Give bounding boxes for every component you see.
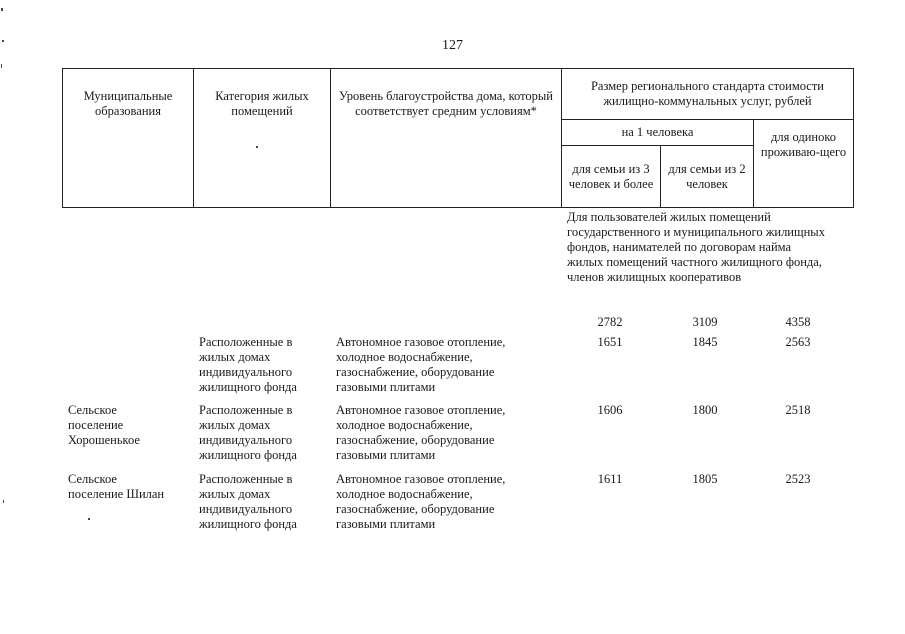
row-comfort: Автономное газовое отопление, холодное водоснабжение, газоснабжение, оборудование газовыми плитами bbox=[336, 472, 506, 531]
header-municipality bbox=[62, 68, 194, 208]
row-comfort: Автономное газовое отопление, холодное водоснабжение, газоснабжение, оборудование газовыми плитами bbox=[336, 335, 506, 394]
row-municipality: Сельское поселение Шилан bbox=[68, 472, 165, 501]
header-standard-size-label: Размер регионального стандарта стоимости жилищно-коммунальных услуг, рублей bbox=[590, 79, 824, 108]
section-value-family-2: 3109 bbox=[692, 315, 718, 329]
scan-speck bbox=[256, 146, 258, 148]
row-category: Расположенные в жилых домах индивидуального жилищного фонда bbox=[199, 403, 297, 462]
row-value-single: 2563 bbox=[785, 335, 811, 349]
header-single bbox=[753, 119, 854, 208]
row-value-single: 2518 bbox=[785, 403, 811, 417]
header-category-label: Категория жилых помещений bbox=[215, 89, 309, 118]
row-municipality: Сельское поселение Хорошенькое bbox=[68, 403, 140, 447]
header-family-2 bbox=[660, 145, 754, 208]
scan-speck bbox=[2, 40, 4, 42]
header-single-label: для одиноко проживаю-щего bbox=[760, 130, 847, 159]
section-note: Для пользователей жилых помещений государственного и муниципального жилищных фондов, нанимателей по договорам найма жилых помещений частного жилищного фонда, членов жилищных кооперативов bbox=[567, 210, 825, 284]
header-municipality-label: Муниципальные образования bbox=[83, 89, 173, 118]
page-number: 127 bbox=[442, 38, 463, 53]
row-value-family-2: 1800 bbox=[692, 403, 718, 417]
section-value-family-3: 2782 bbox=[597, 315, 623, 329]
row-value-family-3: 1651 bbox=[597, 335, 623, 349]
header-standard-size bbox=[561, 68, 854, 120]
header-comfort-level bbox=[330, 68, 562, 208]
header-family-3-plus bbox=[561, 145, 661, 208]
header-category bbox=[193, 68, 331, 208]
header-per-person-label: на 1 человека bbox=[621, 125, 694, 139]
section-value-single: 4358 bbox=[785, 315, 811, 329]
row-value-family-3: 1611 bbox=[597, 472, 623, 486]
scan-speck bbox=[1, 64, 2, 68]
row-comfort: Автономное газовое отопление, холодное водоснабжение, газоснабжение, оборудование газовыми плитами bbox=[336, 403, 506, 462]
row-value-single: 2523 bbox=[785, 472, 811, 486]
scan-speck bbox=[1, 8, 3, 11]
scan-speck bbox=[3, 500, 4, 503]
header-family-2-label: для семьи из 2 человек bbox=[668, 161, 746, 191]
row-value-family-2: 1845 bbox=[692, 335, 718, 349]
header-family-3-label: для семьи из 3 человек и более bbox=[568, 161, 654, 191]
row-value-family-2: 1805 bbox=[692, 472, 718, 486]
header-per-person bbox=[561, 119, 754, 146]
header-comfort-label: Уровень благоустройства дома, который соответствует средним условиям* bbox=[339, 89, 553, 118]
row-value-family-3: 1606 bbox=[597, 403, 623, 417]
row-category: Расположенные в жилых домах индивидуального жилищного фонда bbox=[199, 335, 297, 394]
scan-speck bbox=[88, 518, 90, 520]
row-category: Расположенные в жилых домах индивидуального жилищного фонда bbox=[199, 472, 297, 531]
